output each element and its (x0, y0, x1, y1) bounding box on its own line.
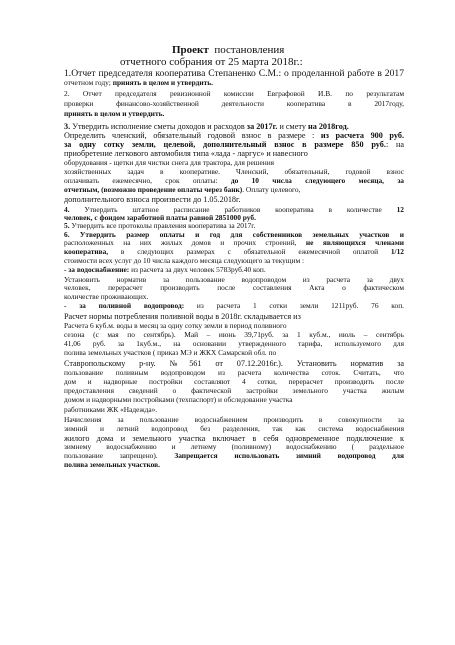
text-line: 4. Утвердить штатное расписание работников кооператива в количестве 12 (64, 206, 404, 214)
text-line: 6. Утвердить размер оплаты и год для собственников земельных участков и (64, 231, 404, 239)
text-line: дополнительного взноса произвести до 1.05.2018г. (64, 195, 241, 204)
text-line: отчетным, (возможно проведение оплаты через банк). Оплату целевого, (64, 186, 301, 194)
text-line: количестве проживающих. (64, 293, 149, 301)
text-line: расположенных на них жилых домов и прочих строений, не являющихся членами (64, 239, 404, 247)
text-line: оплачивать ежемесячно, срок оплаты: до 10 числа следующего месяца, за (64, 177, 404, 185)
text-line: 5. Утвердить все протоколы правления кооператива за 2017г. (64, 222, 256, 230)
text-line: Начисления за пользование водоснабжением производить в совокупности за (64, 416, 404, 424)
text-line: жилого дома и земельного участка включает в себя одновременное подключение к (64, 434, 404, 443)
text-line: полива земельных участков. (64, 461, 160, 469)
text-line: 2. Отчет председателя ревизионной комиссии Евграфовой И.В. по результатам (64, 90, 404, 98)
text-line: пользование поливным водопроводом из расчета количества соток. Считать, что (64, 369, 404, 377)
text-line: полива земельных участков ( приказ МЭ и ЖКХ Самарской обл. по (64, 349, 277, 357)
text-line: 41,06 руб. за 1куб.м., на основании утвержденного тарифа, используемого для (64, 340, 404, 348)
text-line: дом и надворные постройки составляют 4 сотки, перерасчет производить после (64, 378, 404, 386)
text-line: сезона (с мая по сентябрь). Май – июнь 39,71руб. за 1 куб.м., июль – сентябрь (64, 331, 404, 339)
text-line: Расчета 6 куб.м. воды в месяц за одну сотку земли в период поливного (64, 322, 287, 330)
text-line: отчетном году; принять в целом и утвердить. (64, 79, 214, 87)
text-line: проверки финансово-хозяйственной деятельности кооператива в 2017году, (64, 100, 404, 108)
text-line: принять в целом и утвердить. (64, 110, 165, 118)
document-subtitle: отчетного собрания от 25 марта 2018г.: (120, 56, 303, 68)
text-line: - за поливной водопровод: из расчета 1 сотки земли 1211руб. 76 коп. (64, 302, 404, 310)
text-line: зимнему водоснабжению и летнему (поливному) водоснабжению ( раздельное (64, 443, 404, 451)
title-rest: постановления (214, 44, 285, 56)
text-line: Расчет нормы потребления поливной воды в 2018г. складывается из (64, 312, 301, 321)
text-line: домом и надворными постройками (техпаспорт) и обследование участка (64, 396, 293, 404)
text-line: Определить членский, обязательный годовой взнос в размере : из расчета 900 руб. (64, 131, 404, 140)
text-line: оборудования - щетки для чистки снега для трактора, для решения (64, 159, 275, 167)
text-line: Ставропольскому р-ну. №561 от 07.12.2016г.). Установить норматив за (64, 359, 404, 368)
title-bold: Проект (172, 44, 209, 56)
text-line: 1.Отчет председателя кооператива Степаненко С.М.: о проделанной работе в 2017 (64, 69, 404, 79)
text-line: человек, перерасчет производить после составления Акта о фактическом (64, 284, 404, 292)
text-line: приобретение легкового автомобиля типа «лада - ларгус» и навесного (64, 149, 308, 158)
text-line: Установить норматив за пользование водопроводом из расчета за двух (64, 276, 404, 284)
text-line: зимний и летний водопровод без разделения, так как система водоснабжения (64, 425, 404, 433)
text-line: пользование запрещено). Запрещается использовать зимний водопровод для (64, 452, 404, 460)
text-line: человек, с фондом заработной платы равной 2851000 руб. (64, 214, 256, 222)
document-title (172, 44, 284, 56)
text-line: - за водоснабжение: из расчета за двух человек 5783руб.40 коп. (64, 266, 266, 274)
text-line: кооператива, в следующих размерах с обязательной ежемесячной оплатой 1/12 (64, 248, 404, 256)
text-line: 3. Утвердить исполнение сметы доходов и расходов за 2017г. и смету на 2018год. (64, 122, 349, 131)
text-line: предоставления сведений о фактической застройки земельного участка жилым (64, 387, 404, 395)
text-line: за одну сотку земли, целевой, дополнительный взнос в размере 850 руб.: на (64, 140, 404, 149)
text-line: хозяйственных задач в кооперативе. Членский, обязательный, годовой взнос (64, 168, 404, 176)
text-line: работниками ЖК «Надежда». (64, 406, 158, 414)
text-line: стоимости всех услуг до 10 числа каждого месяца следующего за текущим : (64, 257, 305, 265)
